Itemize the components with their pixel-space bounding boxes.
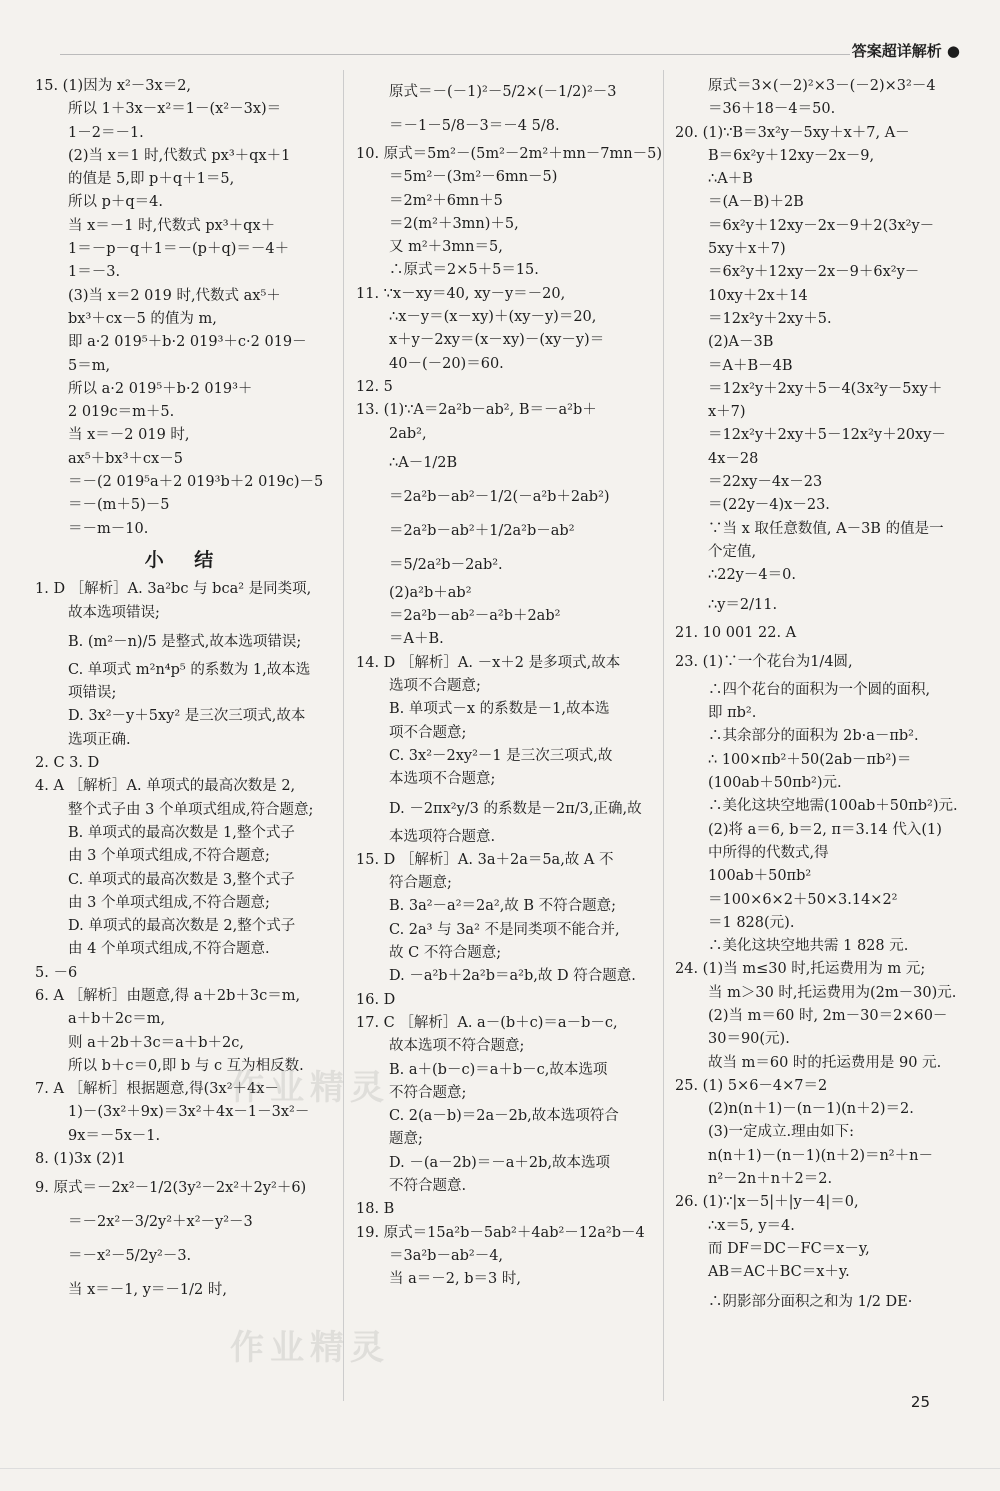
text-line: n²－2n＋n＋2＝2. xyxy=(708,1171,833,1188)
header-title: 答案超详解析 ● xyxy=(851,42,960,60)
text-line: 则 a＋2b＋3c＝a＋b＋2c, xyxy=(68,1034,244,1051)
text-line: ∴A＋B xyxy=(708,171,753,188)
text-line: x＋7) xyxy=(708,404,746,421)
text-line: 5＝m, xyxy=(68,357,111,374)
text-line: 即 a·2 019⁵＋b·2 019³＋c·2 019－ xyxy=(68,334,307,351)
text-line: (2)当 m＝60 时, 2m－30＝2×60－ xyxy=(708,1007,948,1024)
text-line: B. (m²－n)/5 是整式,故本选项错误; xyxy=(68,633,302,650)
text-line: ∴A－1/2B xyxy=(389,454,458,471)
text-line: 由 3 个单项式组成,不符合题意; xyxy=(68,894,270,911)
watermark: 作业精灵 xyxy=(230,1068,390,1108)
text-line: D. 3x²－y＋5xy² 是三次三项式,故本 xyxy=(68,708,306,725)
text-line: 原式＝3×(－2)²×3－(－2)×3²－4 xyxy=(708,78,936,94)
text-line: 13. (1)∵A＝2a²b－ab², B＝－a²b＋ xyxy=(356,402,597,419)
text-line: ＝－2x²－3/2y²＋x²－y²－3 xyxy=(68,1214,253,1231)
text-line: ＝6x²y＋12xy－2x－9＋2(3x²y－ xyxy=(708,217,935,234)
text-line: ＝－1－5/8－3＝－4 5/8. xyxy=(389,118,560,134)
text-line: ∴其余部分的面积为 2b·a－πb². xyxy=(708,728,919,745)
text-line: B. 单项式的最高次数是 1,整个式子 xyxy=(68,824,295,841)
text-line: 14. D ［解析］A. －x＋2 是多项式,故本 xyxy=(356,654,621,671)
text-line: 12. 5 xyxy=(356,378,393,395)
text-line: ＝2a²b－ab²＋1/2a²b－ab² xyxy=(389,522,575,539)
text-line: 故本选项错误; xyxy=(68,604,160,621)
page-number: 25 xyxy=(910,1393,930,1411)
text-line: ∴美化这块空地共需 1 828 元. xyxy=(708,938,909,955)
text-line: 4x－28 xyxy=(708,450,759,467)
text-line: ＝2a²b－ab²－1/2(－a²b＋2ab²) xyxy=(389,488,610,505)
text-line: 选项不合题意; xyxy=(389,678,481,695)
text-line: ∴美化这块空地需(100ab＋50πb²)元. xyxy=(708,798,958,815)
text-line: 19. 原式＝15a²b－5ab²＋4ab²－12a²b－4 xyxy=(356,1224,645,1241)
text-line: B. 单项式－x 的系数是－1,故本选 xyxy=(389,701,610,718)
text-line: 当 x＝－2 019 时, xyxy=(68,427,190,444)
text-line: a＋b＋2c＝m, xyxy=(68,1011,166,1028)
text-line: 2ab², xyxy=(389,425,427,442)
text-line: ＝－(2 019⁵a＋2 019³b＋2 019c)－5 xyxy=(68,474,324,491)
text-line: C. 2(a－b)＝2a－2b,故本选项符合 xyxy=(389,1108,619,1125)
text-line: ∴y＝2/11. xyxy=(708,596,778,613)
text-line: ＝－(m＋5)－5 xyxy=(68,497,170,514)
text-line: n(n＋1)－(n－1)(n＋2)＝n²＋n－ xyxy=(708,1147,933,1164)
text-line: 1＝－3. xyxy=(68,264,121,281)
text-line: 当 m＞30 时,托运费用为(2m－30)元. xyxy=(708,984,957,1001)
text-line: ∴22y－4＝0. xyxy=(708,567,796,584)
text-line: 20. (1)∵B＝3x²y－5xy＋x＋7, A－ xyxy=(675,124,910,141)
text-line: 当 x＝－1, y＝－1/2 时, xyxy=(68,1282,227,1299)
text-line: 7. A ［解析］根据题意,得(3x²＋4x－ xyxy=(35,1081,279,1098)
text-line: B＝6x²y＋12xy－2x－9, xyxy=(708,147,875,164)
header-rule xyxy=(60,54,850,55)
text-line: C. 2a³ 与 3a² 不是同类项不能合并, xyxy=(389,921,620,938)
bottom-rule xyxy=(0,1468,1000,1469)
text-line: C. 单项式的最高次数是 3,整个式子 xyxy=(68,871,295,888)
text-line: 整个式子由 3 个单项式组成,符合题意; xyxy=(68,801,314,818)
text-line: 18. B xyxy=(356,1201,395,1218)
text-line: ＝3a²b－ab²－4, xyxy=(389,1247,504,1264)
text-line: ＝(22y－4)x－23. xyxy=(708,497,830,514)
text-line: AB＝AC＋BC＝x＋y. xyxy=(708,1264,850,1281)
text-line: 9x＝－5x－1. xyxy=(68,1127,161,1144)
text-line: 5. －6 xyxy=(35,964,78,981)
text-line: 当 a＝－2, b＝3 时, xyxy=(389,1271,521,1288)
text-line: (2)n(n＋1)－(n－1)(n＋2)＝2. xyxy=(708,1101,914,1118)
text-line: 所以 p＋q＝4. xyxy=(68,194,164,211)
text-line: 10. 原式＝5m²－(5m²－2m²＋mn－7mn－5) xyxy=(356,146,662,162)
watermark: 作业精灵 xyxy=(230,1328,390,1368)
text-line: 100ab＋50πb² xyxy=(708,868,812,885)
text-line: 10xy＋2x＋14 xyxy=(708,287,808,304)
text-line: (2)a²b＋ab² xyxy=(389,584,472,601)
text-line: 个定值, xyxy=(708,543,757,560)
text-line: 题意; xyxy=(389,1131,423,1148)
text-line: bx³＋cx－5 的值为 m, xyxy=(68,310,217,327)
text-line: 40－(－20)＝60. xyxy=(389,355,504,372)
section-heading: 小 结 xyxy=(144,548,226,571)
text-line: (2)将 a＝6, b＝2, π＝3.14 代入(1) xyxy=(708,821,942,838)
text-line: D. －(a－2b)＝－a＋2b,故本选项 xyxy=(389,1154,611,1171)
text-line: 符合题意; xyxy=(389,875,452,892)
text-line: ∵当 x 取任意数值, A－3B 的值是一 xyxy=(708,520,944,537)
text-line: 所以 1＋3x－x²＝1－(x²－3x)＝ xyxy=(68,101,282,118)
text-line: 2 019c＝m＋5. xyxy=(68,404,175,421)
text-line: ∴x－y＝(x－xy)＋(xy－y)＝20, xyxy=(389,309,597,326)
text-line: 26. (1)∵|x－5|＋|y－4|＝0, xyxy=(675,1194,859,1211)
text-line: 故当 m＝60 时的托运费用是 90 元. xyxy=(708,1054,942,1071)
text-line: ＝12x²y＋2xy＋5. xyxy=(708,310,832,327)
text-line: 9. 原式＝－2x²－1/2(3y²－2x²＋2y²＋6) xyxy=(35,1180,307,1197)
text-line: 15. (1)因为 x²－3x＝2, xyxy=(35,78,192,94)
text-line: x＋y－2xy＝(x－xy)－(xy－y)＝ xyxy=(389,332,605,349)
middle-column xyxy=(356,75,662,1291)
text-line: ＝A＋B－4B xyxy=(708,357,793,374)
text-line: 24. (1)当 m≤30 时,托运费用为 m 元; xyxy=(675,961,926,978)
text-line: 30＝90(元). xyxy=(708,1031,790,1048)
text-line: B. a＋(b－c)＝a＋b－c,故本选项 xyxy=(389,1061,608,1078)
text-line: C. 单项式 m²n⁴p⁵ 的系数为 1,故本选 xyxy=(68,661,311,678)
column-divider xyxy=(663,70,664,1401)
text-line: ＝(A－B)＋2B xyxy=(708,194,804,211)
text-line: ＝36＋18－4＝50. xyxy=(708,101,836,118)
text-line: 选项正确. xyxy=(68,731,131,748)
text-line: ＝2(m²＋3mn)＋5, xyxy=(389,215,519,232)
text-line: D. －2πx²y/3 的系数是－2π/3,正确,故 xyxy=(389,800,642,817)
text-line: 1＝－p－q＋1＝－(p＋q)＝－4＋ xyxy=(68,241,290,258)
text-line: 即 πb². xyxy=(708,705,757,722)
text-line: 不符合题意. xyxy=(389,1177,467,1194)
text-line: (2)当 x＝1 时,代数式 px³＋qx＋1 xyxy=(68,147,291,164)
text-line: 而 DF＝DC－FC＝x－y, xyxy=(708,1240,870,1257)
text-line: 本选项符合题意. xyxy=(389,828,496,845)
text-line: ＝22xy－4x－23 xyxy=(708,474,823,491)
text-line: 故本选项不符合题意; xyxy=(389,1038,525,1055)
text-line: ＝－m－10. xyxy=(68,520,149,537)
text-line: 1. D ［解析］A. 3a²bc 与 bca² 是同类项, xyxy=(35,581,312,598)
text-line: B. 3a²－a²＝2a²,故 B 不符合题意; xyxy=(389,898,617,915)
text-line: D. －a²b＋2a²b＝a²b,故 D 符合题意. xyxy=(389,968,636,985)
text-line: 的值是 5,即 p＋q＋1＝5, xyxy=(68,171,235,188)
text-line: 由 4 个单项式组成,不符合题意. xyxy=(68,941,270,958)
text-line: 中所得的代数式,得 xyxy=(708,844,829,861)
text-line: 由 3 个单项式组成,不符合题意; xyxy=(68,848,270,865)
text-line: 6. A ［解析］由题意,得 a＋2b＋3c＝m, xyxy=(35,987,301,1004)
text-line: ＝100×6×2＋50×3.14×2² xyxy=(708,891,898,908)
text-line: 当 x＝－1 时,代数式 px³＋qx＋ xyxy=(68,217,276,234)
text-line: 15. D ［解析］A. 3a＋2a＝5a,故 A 不 xyxy=(356,851,614,868)
text-line: (100ab＋50πb²)元. xyxy=(708,775,842,792)
text-line: 8. (1)3x (2)1 xyxy=(35,1151,126,1168)
text-line: 本选项不合题意; xyxy=(389,771,496,788)
text-line: ∴x＝5, y＝4. xyxy=(708,1217,795,1234)
text-line: 所以 a·2 019⁵＋b·2 019³＋ xyxy=(68,380,253,397)
text-line: 17. C ［解析］A. a－(b＋c)＝a－b－c, xyxy=(356,1014,618,1031)
text-line: 原式＝－(－1)²－5/2×(－1/2)²－3 xyxy=(389,84,617,100)
text-line: 11. ∵x－xy＝40, xy－y＝－20, xyxy=(356,285,566,302)
text-line: ＝5/2a²b－2ab². xyxy=(389,556,503,573)
text-line: ＝2a²b－ab²－a²b＋2ab² xyxy=(389,608,561,625)
text-line: 1)－(3x²＋9x)＝3x²＋4x－1－3x²－ xyxy=(68,1104,310,1121)
text-line: C. 3x²－2xy²－1 是三次三项式,故 xyxy=(389,747,613,764)
text-line: ax⁵＋bx³＋cx－5 xyxy=(68,450,183,467)
text-line: ＝6x²y＋12xy－2x－9＋6x²y－ xyxy=(708,264,920,281)
text-line: ∴ 100×πb²＋50(2ab－πb²)＝ xyxy=(708,751,912,768)
right-column xyxy=(675,75,965,1319)
text-line: 项错误; xyxy=(68,685,117,702)
text-line: ∴四个花台的面积为一个圆的面积, xyxy=(708,681,931,698)
left-column xyxy=(35,75,335,1307)
text-line: 23. (1)∵一个花台为1/4圆, xyxy=(675,653,853,670)
text-line: 21. 10 001 22. A xyxy=(675,624,797,641)
text-line: 所以 b＋c＝0,即 b 与 c 互为相反数. xyxy=(68,1057,304,1074)
text-line: 2. C 3. D xyxy=(35,755,100,772)
text-line: ＝5m²－(3m²－6mn－5) xyxy=(389,169,558,186)
text-line: 故 C 不符合题意; xyxy=(389,945,502,962)
text-line: ＝1 828(元). xyxy=(708,914,795,931)
text-line: (2)A－3B xyxy=(708,334,774,351)
text-line: 又 m²＋3mn＝5, xyxy=(389,239,503,256)
text-line: 25. (1) 5×6－4×7＝2 xyxy=(675,1077,828,1094)
text-line: D. 单项式的最高次数是 2,整个式子 xyxy=(68,918,296,935)
text-line: 5xy＋x＋7) xyxy=(708,241,786,258)
text-line: 不符合题意; xyxy=(389,1084,467,1101)
text-line: ＝A＋B. xyxy=(389,631,444,648)
column-divider xyxy=(343,70,344,1401)
text-line: 项不合题意; xyxy=(389,724,467,741)
text-line: ＝12x²y＋2xy＋5－12x²y＋20xy－ xyxy=(708,427,946,444)
text-line: 4. A ［解析］A. 单项式的最高次数是 2, xyxy=(35,778,296,795)
text-line: ＝12x²y＋2xy＋5－4(3x²y－5xy＋ xyxy=(708,380,943,397)
text-line: (3)一定成立.理由如下: xyxy=(708,1124,855,1141)
text-line: 16. D xyxy=(356,991,396,1008)
text-line: ＝2m²＋6mn＋5 xyxy=(389,192,503,209)
text-line: 1－2＝－1. xyxy=(68,124,144,141)
text-line: ∴原式＝2×5＋5＝15. xyxy=(389,262,539,279)
text-line: ＝－x²－5/2y²－3. xyxy=(68,1248,192,1265)
text-line: (3)当 x＝2 019 时,代数式 ax⁵＋ xyxy=(68,287,281,304)
text-line: ∴阴影部分面积之和为 1/2 DE· xyxy=(708,1293,913,1310)
